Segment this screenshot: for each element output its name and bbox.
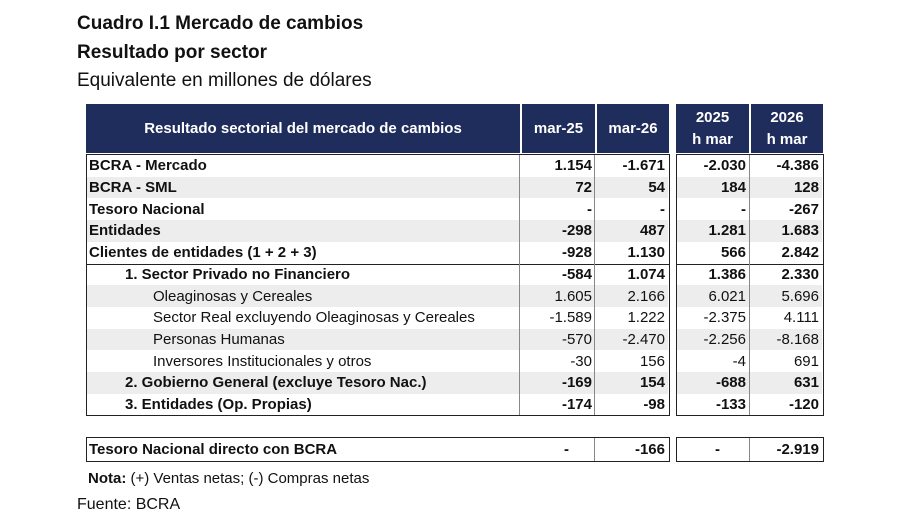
table-row <box>87 285 668 307</box>
cell-2026-h-mar: 5.696 <box>781 287 819 305</box>
header-2026-year: 2026 <box>770 108 804 126</box>
cell-mar-26: 54 <box>648 179 665 197</box>
cell-mar-25: -584 <box>561 265 592 283</box>
cell-2026-h-mar: 631 <box>793 374 819 392</box>
cell-2026-h-mar: 128 <box>793 179 819 197</box>
header-mar-25: mar-25 <box>522 104 595 153</box>
note-label: Nota: <box>88 470 127 487</box>
row-label: Tesoro Nacional directo con BCRA <box>89 440 338 458</box>
cell-2025-h-mar: -2.030 <box>703 157 746 175</box>
table-row <box>87 177 668 199</box>
table-row <box>87 394 668 416</box>
column-divider <box>749 438 750 461</box>
cell-2025-h-mar: 566 <box>720 244 746 262</box>
cell-mar-26: -166 <box>634 440 665 458</box>
bottom-row-left <box>86 437 670 462</box>
cell-2026-h-mar: 2.330 <box>781 265 819 283</box>
row-label: BCRA - Mercado <box>89 157 207 175</box>
cell-2025-h-mar: - <box>715 440 720 458</box>
cell-mar-26: 156 <box>639 352 665 370</box>
header-2025-h-mar <box>676 104 749 153</box>
cell-2025-h-mar: 6.021 <box>708 287 746 305</box>
column-divider <box>594 155 595 415</box>
row-label: Sector Real excluyendo Oleaginosas y Cereales <box>153 309 475 327</box>
cell-2025-h-mar: -2.375 <box>703 309 746 327</box>
row-separator <box>677 264 823 265</box>
header-2025-year: 2025 <box>695 108 730 126</box>
column-divider <box>749 155 750 415</box>
cell-2025-h-mar: - <box>741 200 746 218</box>
row-label: 2. Gobierno General (excluye Tesoro Nac.) <box>125 374 427 392</box>
row-label: Personas Humanas <box>153 330 285 348</box>
cell-2025-h-mar: -4 <box>732 352 746 370</box>
cell-mar-26: -2.470 <box>622 330 665 348</box>
cell-2026-h-mar: -267 <box>788 200 819 218</box>
header-2026-sub: h mar <box>766 130 808 148</box>
header-2025-sub: h mar <box>692 130 733 148</box>
cell-2026-h-mar: 1.683 <box>781 222 819 240</box>
table-title: Cuadro I.1 Mercado de cambios <box>77 13 364 34</box>
row-label: Oleaginosas y Cereales <box>153 287 313 305</box>
cell-mar-26: -98 <box>643 396 665 414</box>
cell-2025-h-mar: 1.386 <box>708 265 746 283</box>
data-table-right <box>676 154 824 416</box>
cell-mar-25: -928 <box>561 244 592 262</box>
cell-2026-h-mar: -120 <box>788 396 819 414</box>
row-label: 1. Sector Privado no Financiero <box>125 265 351 283</box>
cell-mar-25: - <box>587 200 592 218</box>
table-row <box>87 307 668 329</box>
row-label: Entidades <box>89 222 161 240</box>
row-separator <box>87 264 669 265</box>
bottom-row-right <box>676 437 824 462</box>
header-mar-26: mar-26 <box>597 104 669 153</box>
cell-2026-h-mar: 4.111 <box>783 309 819 327</box>
cell-mar-26: 2.166 <box>627 287 665 305</box>
cell-2026-h-mar: -4.386 <box>776 157 819 175</box>
table-row <box>87 438 668 460</box>
cell-mar-25: -30 <box>570 352 592 370</box>
cell-2026-h-mar: -2.919 <box>776 440 819 458</box>
cell-2025-h-mar: -2.256 <box>703 330 746 348</box>
cell-mar-25: - <box>564 440 569 458</box>
table-row <box>87 372 668 394</box>
source: Fuente: BCRA <box>77 496 181 513</box>
table-row <box>87 350 668 372</box>
cell-mar-25: 1.605 <box>554 287 592 305</box>
cell-mar-26: - <box>660 200 665 218</box>
cell-mar-25: -174 <box>561 396 592 414</box>
table-row <box>87 264 668 286</box>
table-row <box>87 329 668 351</box>
table-units: Equivalente en millones de dólares <box>77 70 372 91</box>
cell-mar-25: -169 <box>561 374 592 392</box>
row-label: Clientes de entidades (1 + 2 + 3) <box>89 244 317 262</box>
note <box>88 470 369 487</box>
header-label: Resultado sectorial del mercado de cambios <box>86 104 520 153</box>
header-2026-h-mar <box>751 104 823 153</box>
cell-mar-25: 1.154 <box>554 157 592 175</box>
row-label: BCRA - SML <box>89 179 177 197</box>
cell-2025-h-mar: -688 <box>715 374 746 392</box>
data-table-left <box>86 154 670 416</box>
cell-mar-25: -298 <box>561 222 592 240</box>
cell-2025-h-mar: 184 <box>720 179 746 197</box>
table-row <box>87 155 668 177</box>
cell-2025-h-mar: -133 <box>715 396 746 414</box>
cell-mar-25: 72 <box>575 179 592 197</box>
table-row <box>87 242 668 264</box>
cell-mar-26: -1.671 <box>622 157 665 175</box>
cell-mar-25: -570 <box>561 330 592 348</box>
cell-mar-26: 487 <box>639 222 665 240</box>
cell-mar-26: 1.222 <box>627 309 665 327</box>
cell-mar-26: 1.130 <box>627 244 665 262</box>
cell-2026-h-mar: -8.168 <box>776 330 819 348</box>
cell-2025-h-mar: 1.281 <box>708 222 746 240</box>
cell-mar-25: -1.589 <box>549 309 592 327</box>
column-divider <box>594 438 595 461</box>
cell-2026-h-mar: 2.842 <box>781 244 819 262</box>
row-label: Tesoro Nacional <box>89 200 205 218</box>
table-subtitle: Resultado por sector <box>77 42 268 63</box>
column-divider <box>519 155 520 415</box>
cell-mar-26: 1.074 <box>627 265 665 283</box>
table-row <box>87 220 668 242</box>
row-label: Inversores Institucionales y otros <box>153 352 372 370</box>
note-text: (+) Ventas netas; (-) Compras netas <box>126 470 370 487</box>
row-label: 3. Entidades (Op. Propias) <box>125 396 312 414</box>
table-row <box>87 198 668 220</box>
cell-mar-26: 154 <box>639 374 665 392</box>
cell-2026-h-mar: 691 <box>793 352 819 370</box>
